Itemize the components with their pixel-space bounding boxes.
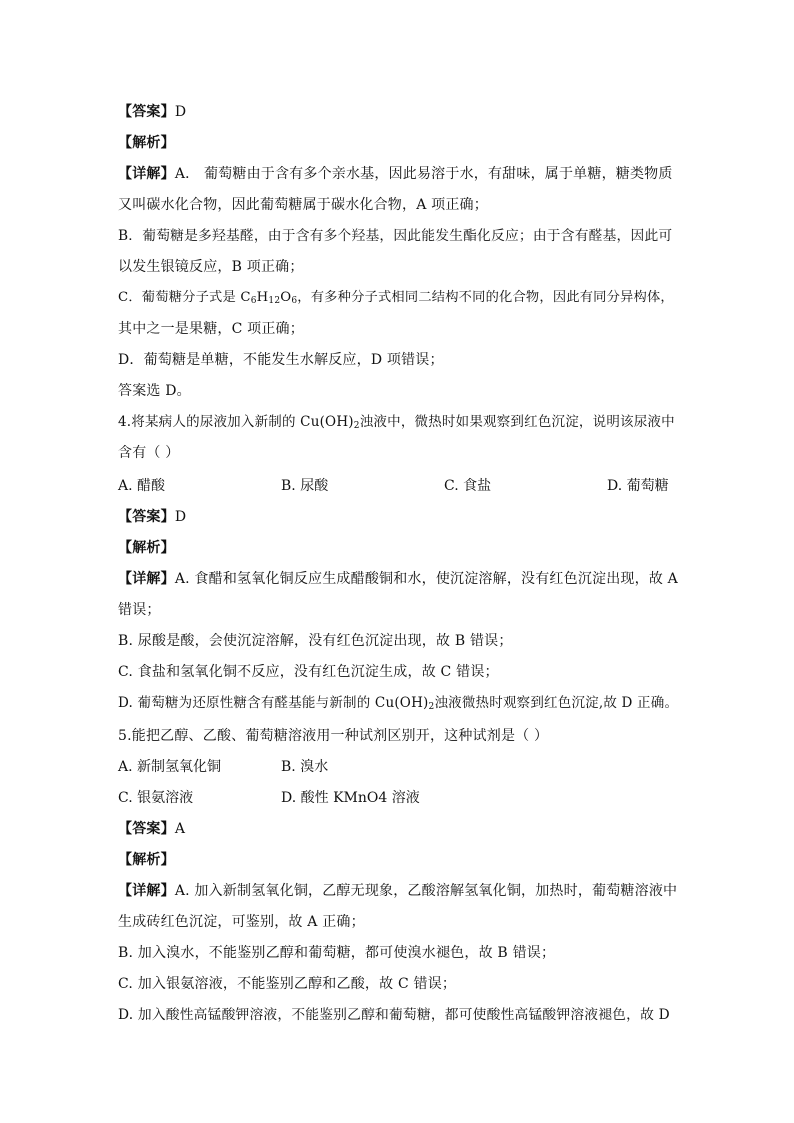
- q4-stem-line1: [118, 413, 675, 431]
- document-page: [118, 0, 678, 1123]
- q5-detail-d-line: D. 加入酸性高锰酸钾溶液，不能鉴别乙醇和葡萄糖，都可使酸性高锰酸钾溶液褪色，故 D: [118, 1007, 670, 1023]
- q5-detail-a-text1: A. 加入新制氢氧化铜，乙醇无现象，乙酸溶解氢氧化铜，加热时，葡萄糖溶液中: [174, 883, 678, 899]
- q5-detail-a-line1: [118, 882, 677, 900]
- q5-option-c: C. 银氨溶液: [118, 790, 194, 806]
- q3-detail-c-line2: 其中之一是果糖，C 项正确；: [118, 321, 304, 337]
- q3-analysis-label: 【解析】: [118, 135, 175, 151]
- q5-analysis-label: 【解析】: [118, 852, 175, 868]
- q3-detail-c-line1: [118, 289, 674, 307]
- q5-answer-value: A: [174, 821, 186, 837]
- q3-conclusion: 答案选 D。: [118, 383, 191, 399]
- q4-stem-pre: 4.将某病人的尿液加入新制的 Cu(OH): [118, 414, 354, 430]
- q4-detail-a-line1: [118, 570, 678, 588]
- q4-detail-a-line2: 错误；: [118, 602, 161, 618]
- q4-stem-line2: 含有（ ）: [118, 445, 180, 461]
- q3-answer-line: [118, 103, 186, 121]
- q4-detail-d-post: 浊液微热时观察到红色沉淀,故 D 正确。: [434, 695, 679, 711]
- q4-options-row: [118, 477, 678, 495]
- q4-option-b: B. 尿酸: [281, 478, 329, 494]
- q3-detail-b-line1: B．葡萄糖是多羟基醛，由于含有多个羟基，因此能发生酯化反应；由于含有醛基，因此可: [118, 228, 673, 244]
- q5-detail-label: 【详解】: [118, 883, 175, 899]
- q4-answer-label: 【答案】: [118, 509, 175, 525]
- q3-detail-b-line2: 以发生银镜反应，B 项正确；: [118, 259, 304, 275]
- q5-option-b: B. 溴水: [281, 759, 329, 775]
- q4-detail-c-line: C. 食盐和氢氧化铜不反应，没有红色沉淀生成，故 C 错误；: [118, 664, 499, 680]
- q5-stem: 5.能把乙醇、乙酸、葡萄糖溶液用一种试剂区别开，这种试剂是（ ）: [118, 728, 549, 744]
- formula-sub: 2: [353, 421, 360, 431]
- q3-detail-d-line: D．葡萄糖是单糖，不能发生水解反应，D 项错误；: [118, 352, 444, 368]
- q3-answer-label: 【答案】: [118, 104, 175, 120]
- q5-answer-line: [118, 820, 185, 838]
- q4-analysis-label: 【解析】: [118, 540, 175, 556]
- q3-detail-c-pre: C．葡萄糖分子式是 C: [118, 290, 251, 305]
- q5-detail-c-line: C. 加入银氨溶液，不能鉴别乙醇和乙酸，故 C 错误；: [118, 976, 457, 992]
- q3-detail-label: 【详解】: [118, 166, 175, 182]
- q5-option-d: D. 酸性 KMnO4 溶液: [281, 790, 420, 806]
- q5-options-row2: [118, 789, 678, 807]
- q4-option-c: C. 食盐: [444, 478, 492, 494]
- q4-detail-d-pre: D. 葡萄糖为还原性糖含有醛基能与新制的 Cu(OH): [118, 695, 429, 711]
- formula-h: H: [256, 290, 269, 305]
- q5-detail-b-line: B. 加入溴水，不能鉴别乙醇和葡萄糖，都可使溴水褪色，故 B 错误；: [118, 945, 556, 961]
- formula-o: O: [280, 290, 292, 305]
- q5-option-a: A. 新制氢氧化铜: [118, 759, 222, 775]
- q4-answer-line: [118, 508, 186, 526]
- q4-detail-d-line: [118, 694, 678, 712]
- formula-sub: 6: [250, 296, 257, 306]
- formula-sub: 6: [291, 296, 298, 306]
- q3-detail-a-line1: [118, 165, 673, 183]
- formula-sub: 2: [428, 702, 435, 712]
- q4-detail-a-text1: A. 食醋和氢氧化铜反应生成醋酸铜和水，使沉淀溶解，没有红色沉淀出现，故 A: [174, 571, 678, 587]
- q4-detail-b-line: B. 尿酸是酸，会使沉淀溶解，没有红色沉淀出现，故 B 错误；: [118, 633, 513, 649]
- q3-detail-c-post: ，有多种分子式相同二结构不同的化合物，因此有同分异构体，: [297, 290, 674, 305]
- q3-detail-a-line2: 又叫碳水化合物，因此葡萄糖属于碳水化合物，A 项正确；: [118, 197, 488, 213]
- q3-detail-a-text1: A． 葡萄糖由于含有多个亲水基，因此易溶于水，有甜味，属于单糖，糖类物质: [174, 166, 673, 182]
- q3-answer-value: D: [174, 104, 187, 120]
- q4-stem-post: 浊液中，微热时如果观察到红色沉淀，说明该尿液中: [359, 414, 675, 430]
- q4-option-d: D. 葡萄糖: [607, 478, 669, 494]
- q5-answer-label: 【答案】: [118, 821, 175, 837]
- q5-options-row1: [118, 758, 678, 776]
- q4-detail-label: 【详解】: [118, 571, 175, 587]
- q4-answer-value: D: [174, 509, 187, 525]
- q5-detail-a-line2: 生成砖红色沉淀，可鉴别，故 A 正确；: [118, 914, 365, 930]
- q4-option-a: A. 醋酸: [118, 478, 166, 494]
- formula-sub: 12: [268, 296, 281, 306]
